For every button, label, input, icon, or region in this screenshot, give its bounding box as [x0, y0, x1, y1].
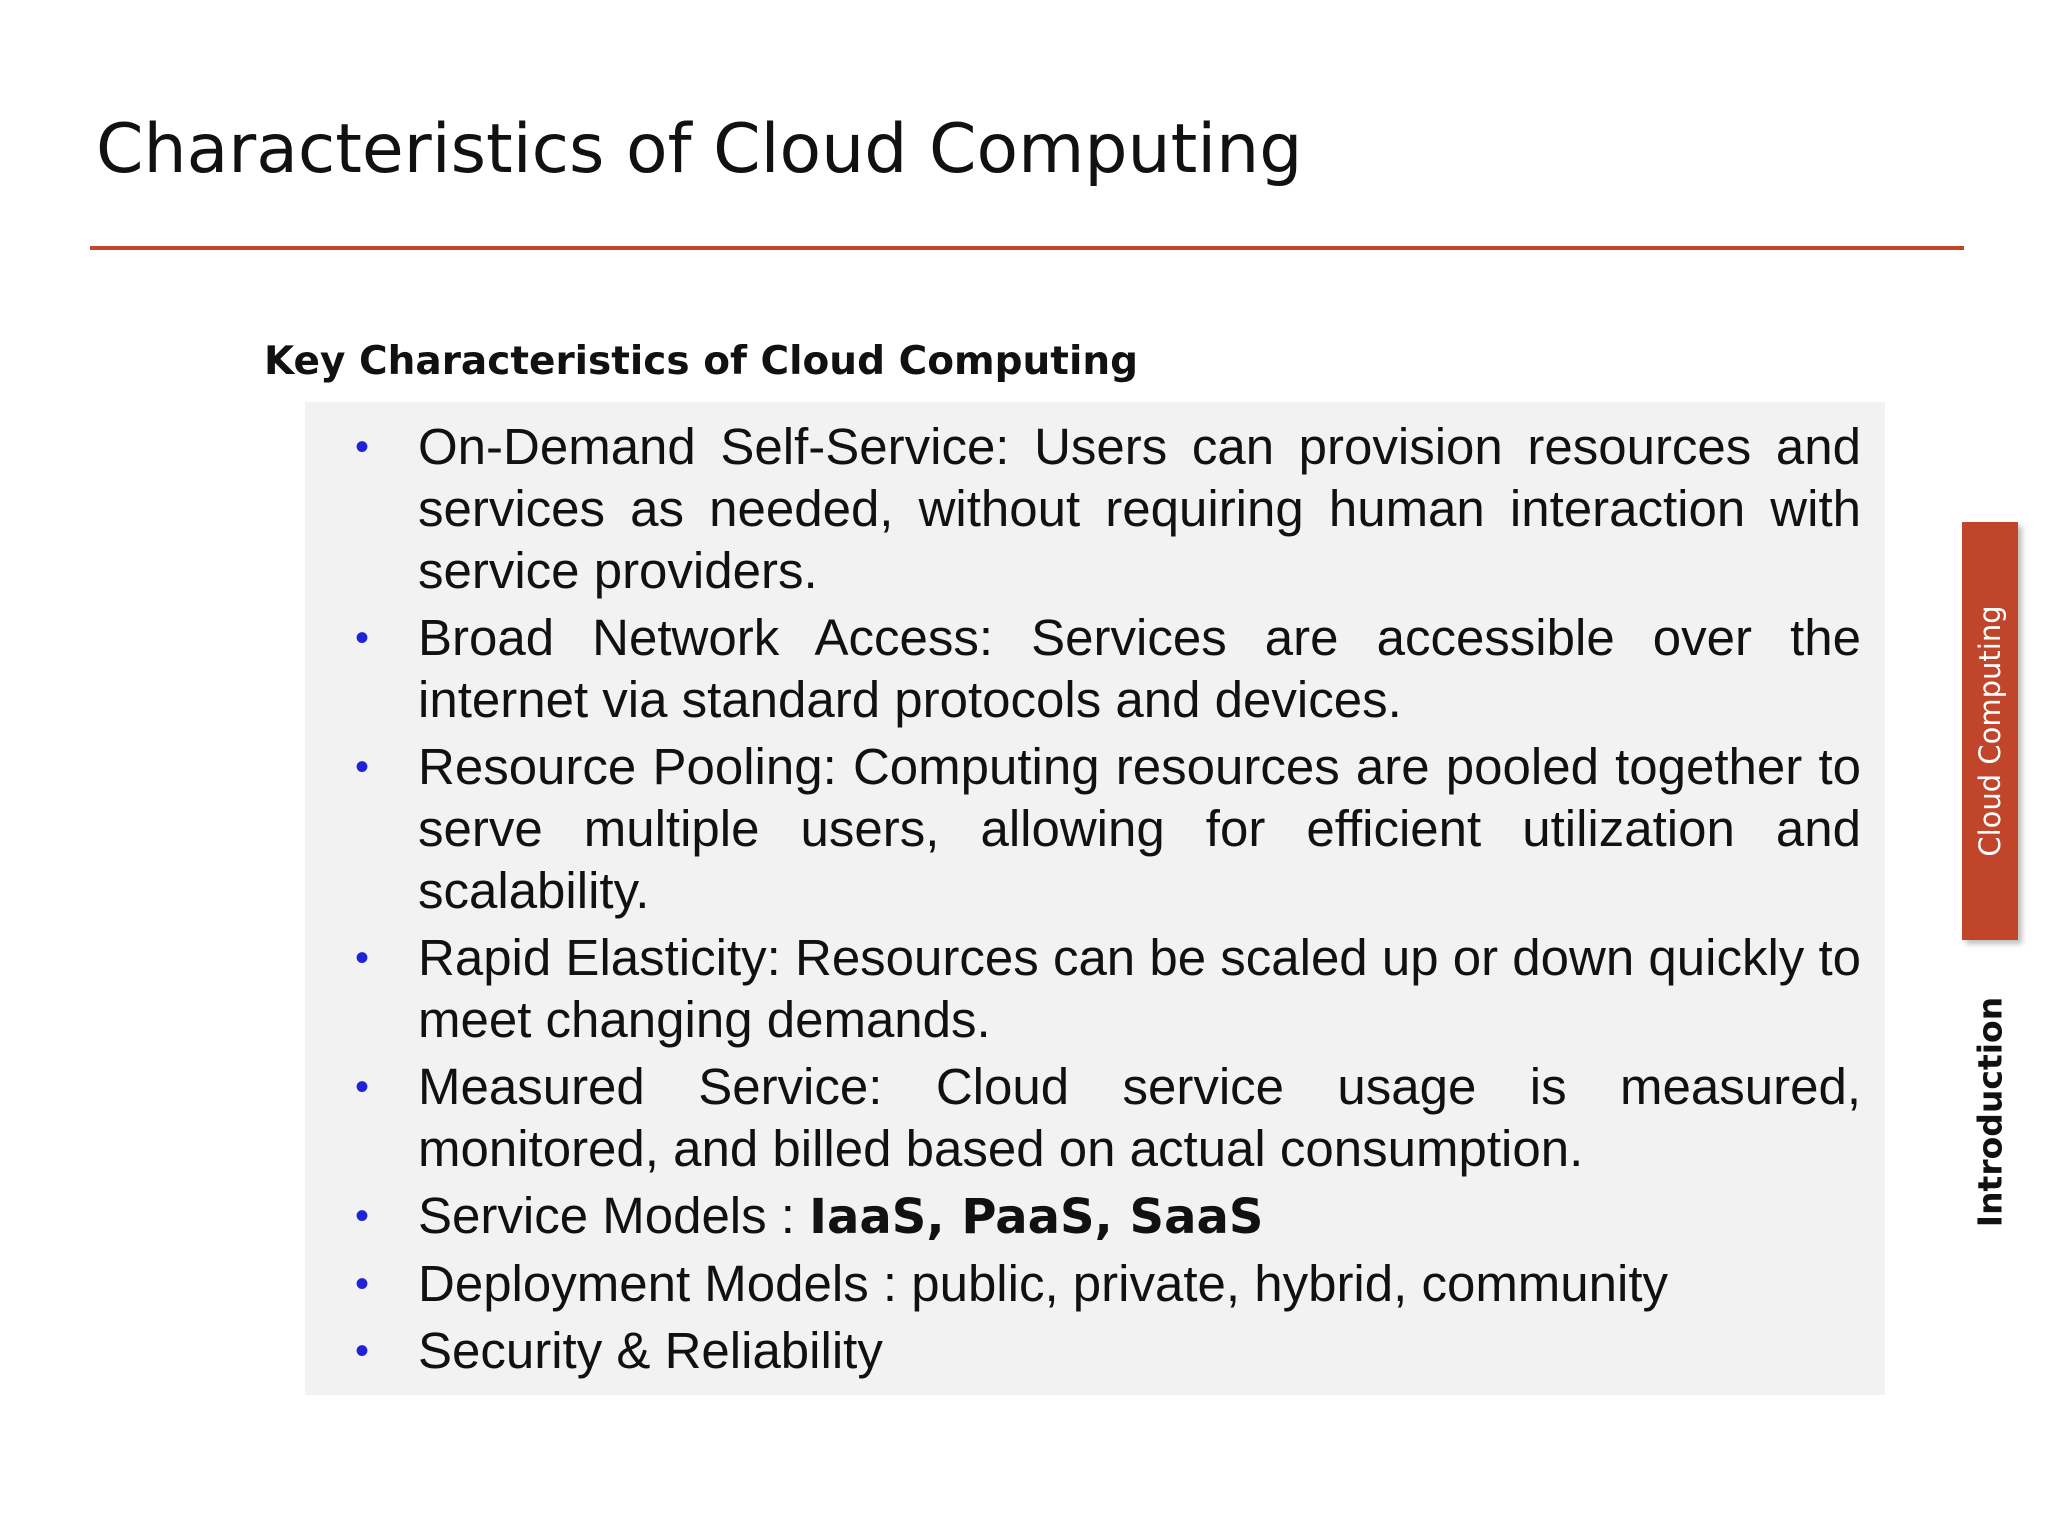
slide-title: Characteristics of Cloud Computing — [96, 110, 1303, 189]
side-tab-label: Cloud Computing — [1973, 605, 2007, 857]
bullet-text: Broad Network Access: Services are accessible over the internet via standard protocols and devices. — [418, 609, 1861, 728]
bullet-item-rapid-elasticity — [305, 927, 1861, 1051]
bullet-item-measured-service — [305, 1056, 1861, 1180]
bullet-text: Rapid Elasticity: Resources can be scaled up or down quickly to meet changing demands. — [418, 929, 1861, 1048]
bullet-icon: • — [355, 1329, 370, 1373]
bullet-icon: • — [355, 936, 370, 980]
bullet-content-box — [305, 402, 1885, 1395]
service-models-values: IaaS, PaaS, SaaS — [809, 1189, 1264, 1245]
side-tab-cloud-computing[interactable] — [1962, 522, 2018, 940]
bullet-text: Deployment Models : public, private, hybrid, community — [418, 1255, 1669, 1312]
side-section-label: Introduction — [1970, 996, 2010, 1228]
bullet-icon: • — [355, 1194, 370, 1238]
bullet-text: Security & Reliability — [418, 1322, 883, 1379]
section-heading: Key Characteristics of Cloud Computing — [264, 339, 1138, 384]
bullet-text: On-Demand Self-Service: Users can provision resources and services as needed, without requiring human interaction with service providers. — [418, 418, 1861, 599]
bullet-item-service-models — [305, 1185, 1861, 1248]
bullet-icon: • — [355, 1065, 370, 1109]
bullet-item-security — [305, 1320, 1861, 1382]
bullet-text: Measured Service: Cloud service usage is measured, monitored, and billed based on actual consumption. — [418, 1058, 1861, 1177]
bullet-item-network-access — [305, 607, 1861, 731]
bullet-item-on-demand — [305, 416, 1861, 602]
bullet-icon: • — [355, 745, 370, 789]
bullet-list — [305, 416, 1885, 1387]
bullet-icon: • — [355, 616, 370, 660]
bullet-item-resource-pooling — [305, 736, 1861, 922]
title-divider — [90, 246, 1964, 250]
bullet-icon: • — [355, 425, 370, 469]
bullet-text: Resource Pooling: Computing resources are pooled together to serve multiple users, allowing for efficient utilization and scalability. — [418, 738, 1861, 919]
bullet-icon: • — [355, 1262, 370, 1306]
bullet-item-deployment-models — [305, 1253, 1861, 1315]
bullet-text: Service Models : — [418, 1187, 810, 1244]
